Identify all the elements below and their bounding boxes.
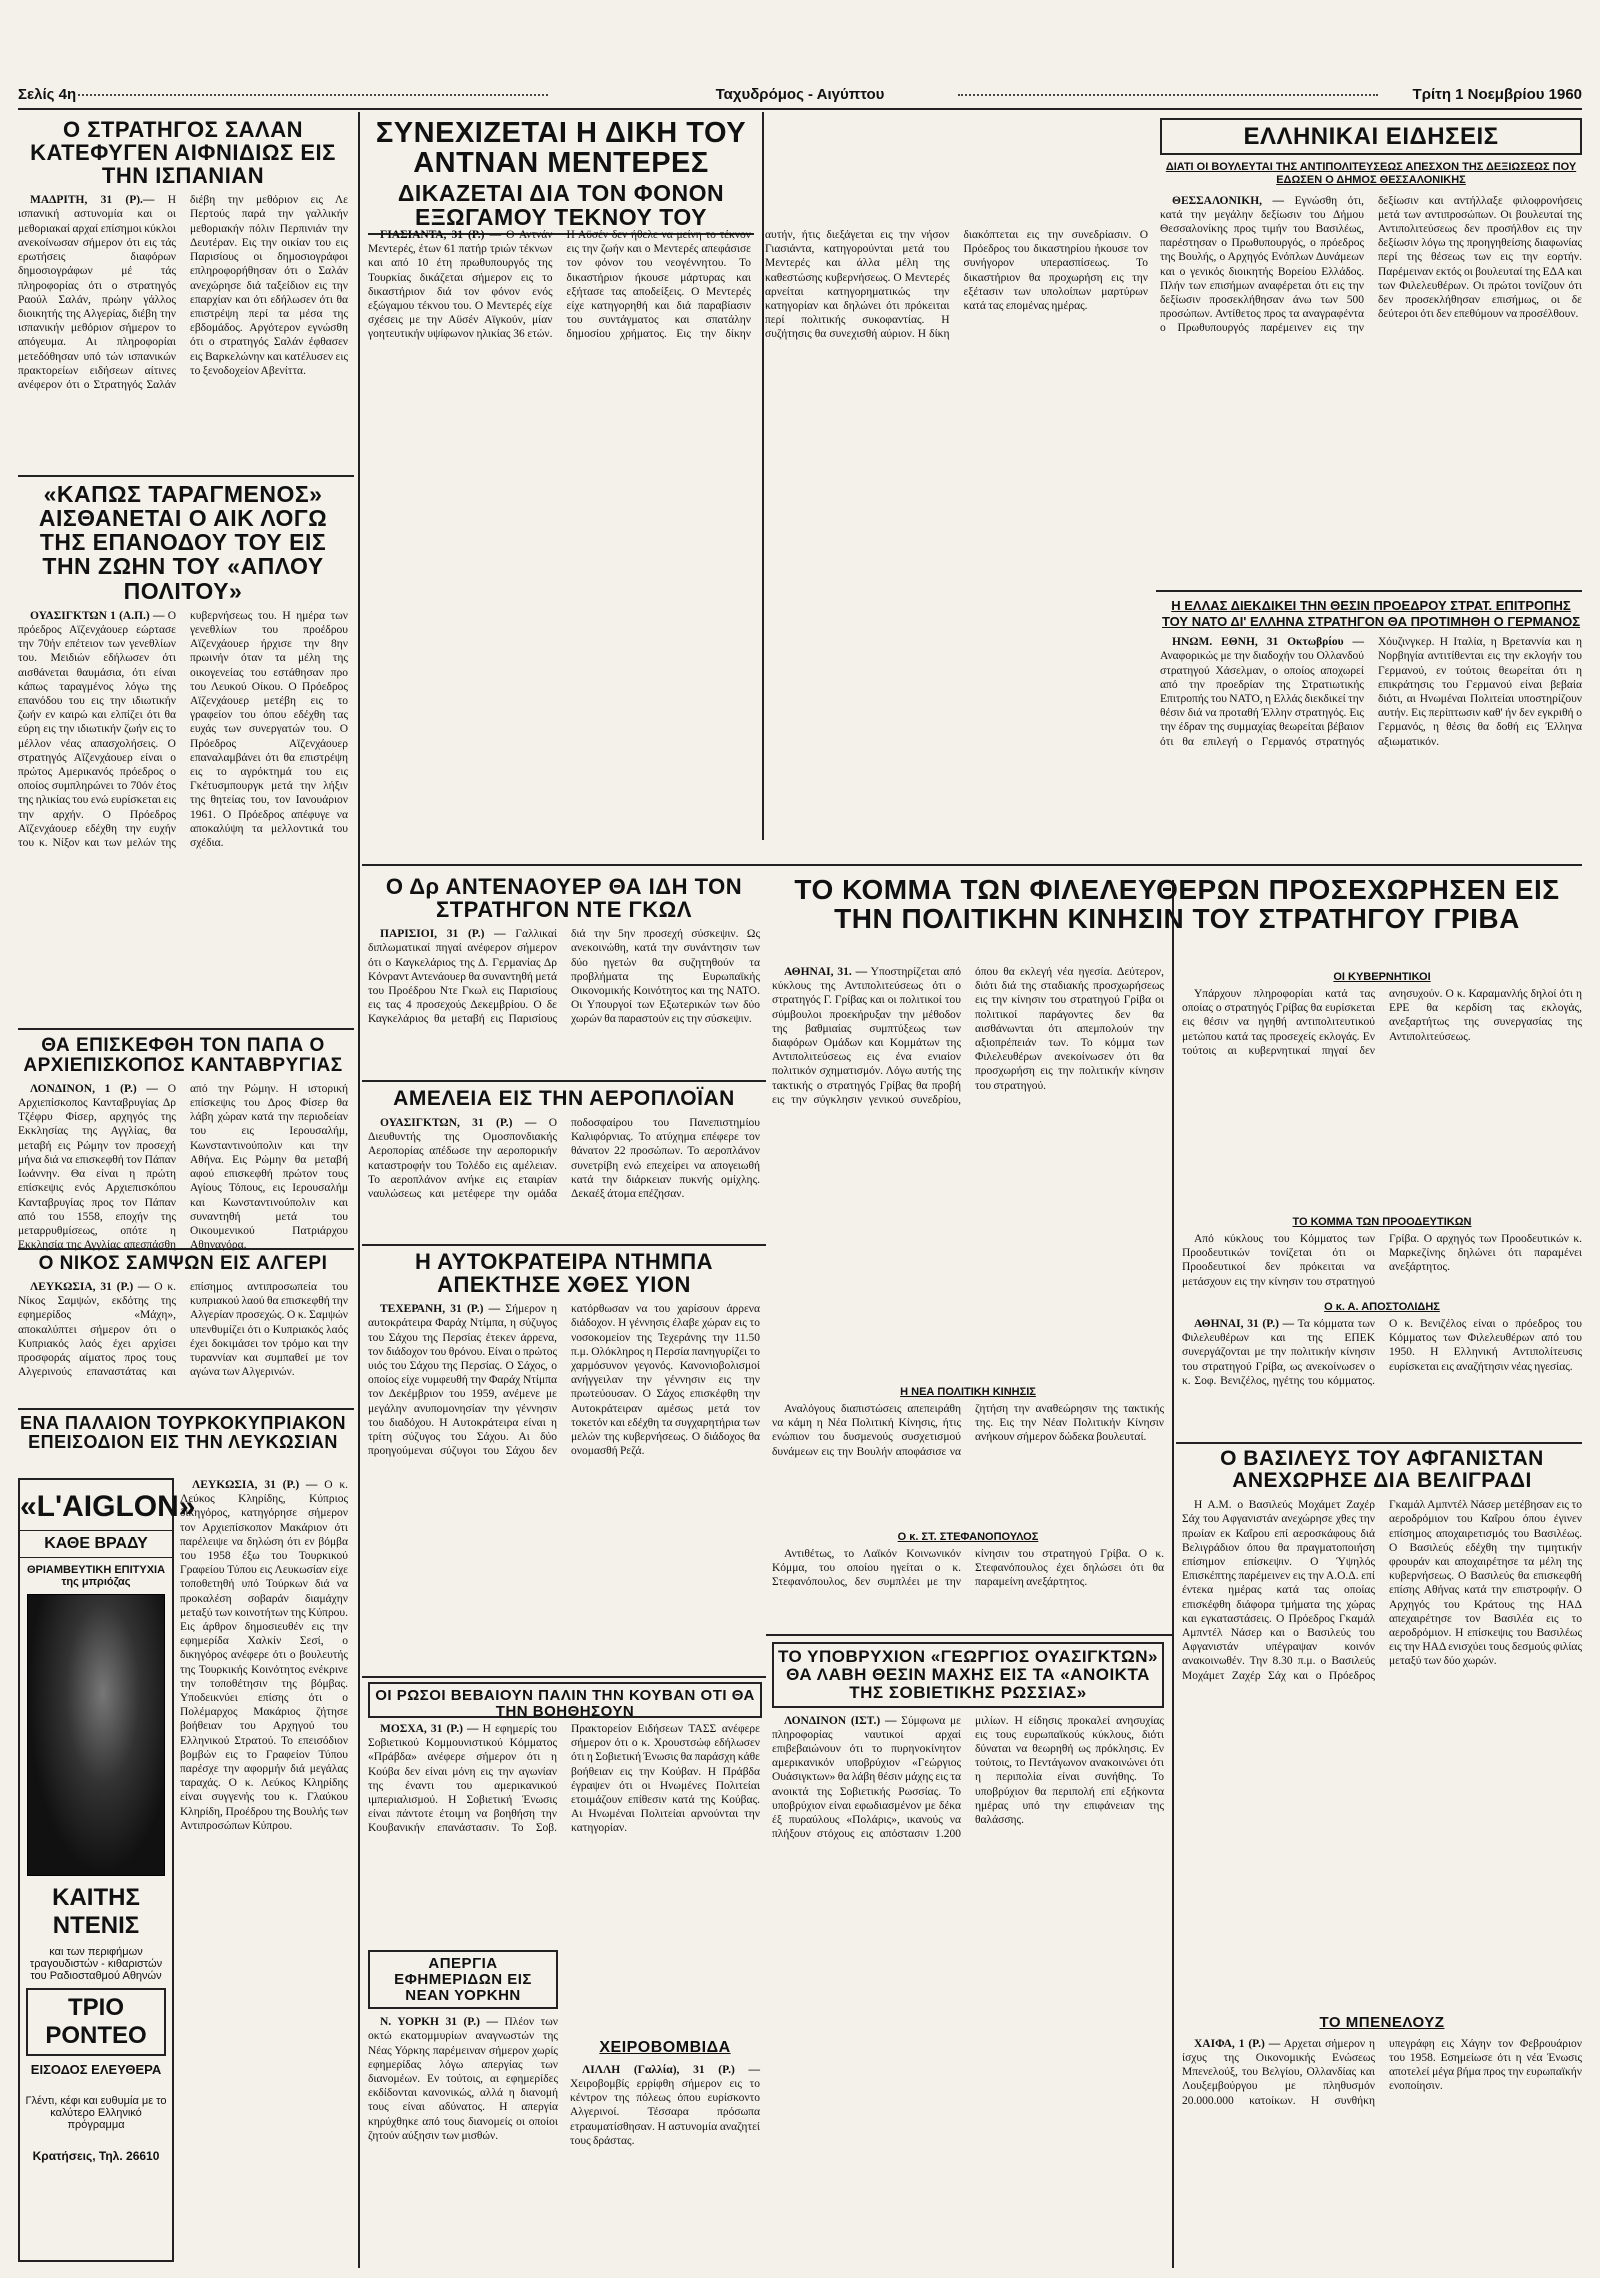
article-body	[368, 228, 1148, 840]
headline: ΘΑ ΕΠΙΣΚΕΦΘΗ ΤΟΝ ΠΑΠΑ Ο ΑΡΧΙΕΠΙΣΚΟΠΟΣ ΚΑΝΤΑΒΡΥΓΙΑΣ	[23, 1035, 343, 1076]
article-body	[368, 1722, 760, 1836]
headline: ΟΙ ΡΩΣΟΙ ΒΕΒΑΙΟΥΝ ΠΑΛΙΝ ΤΗΝ ΚΟΥΒΑΝ ΟΤΙ ΘΑ ΤΗΝ ΒΟΗΘΗΣΟΥΝ	[375, 1687, 755, 1720]
article-salan	[18, 118, 348, 470]
subheadline: ΔΙΚΑΖΕΤΑΙ ΔΙΑ ΤΟΝ ΦΟΝΟΝ ΕΞΩΓΑΜΟΥ ΤΕΚΝΟΥ ΤΟΥ	[368, 181, 754, 235]
article-body	[1160, 635, 1582, 749]
dateline: ΓΙΑΣΙΑΝΤΑ, 31 (Ρ.) —	[380, 229, 502, 241]
dateline: ΜΑΔΡΙΤΗ, 31 (Ρ).—	[30, 194, 155, 207]
article-text: Υπάρχουν πληροφορίαι κατά τας οποίας ο στρατηγός Γρίβας θα ευρίσκεται εις θέσιν να ηγηθή αντιπολιτευτικού μετώπου κατά τας προσεχείς εκλογάς. Εν τούτοις αι κυβερνητικαί πηγαί δεν ανησυχούν. Ο κ. Καραμανλής δηλοί ότι η ΕΡΕ θα κερδίση τας εκλογάς, ανεξαρτήτως της συνεργασίας της Αντιπολιτεύσεως.	[1182, 988, 1582, 1057]
article-body	[18, 1082, 348, 1252]
article-text: Ο Αρχιεπίσκοπος Κανταβρυγίας Δρ Τζέφρυ Φίσερ, αρχηγός της Εκκλησίας της Αγγλίας, θα μεταβή εις Ρώμην τον προσεχή μήνα διά να επισκεφθή τον Πάπαν Ιωάννην. Θα είναι η πρώτη επίσκεψις ενός Αρχιεπισκόπου Κανταβρυγίας προς τον Πάπαν από του 1558, εποχήν της μεταρρυθμίσεως, οπότε η Εκκλησία της Αγγλίας απεσπάσθη από την Ρώμην. Η ιστορική επίσκεψις του Δρος Φίσερ θα λάβη χώραν κατά την περιοδείαν του εις Ιερουσαλήμ, Κωνσταντινούπολιν και την Αθήνα. Εις Ρώμην θα μεταβή αφού επισκεφθή πρώτον τους Αγίους Τόπους, εις Ιερουσαλήμ και Κωνσταντινούπολιν και συναντηθή μετά του Οικουμενικού Πατριάρχου Αθηναγόρα.	[18, 1082, 348, 1252]
article-text: Αναφορικώς με την διαδοχήν του Ολλανδού στρατηγού Χάσελμαν, ο οποίος αποχωρεί από την προεδρίαν της Στρατιωτικής Επιτροπής του ΝΑΤΟ, η Ελλάς διεκδικεί την θέσιν διά να προταθή Έλλην στρατηγός. Εις την έδραν της συμμαχίας θεωρείται βέβαιον ότι θα επιλεγή ο Γερμανός στρατηγός Χόυζινγκερ. Η Ιταλία, η Βρεταννία και η Νορβηγία αντιτίθενται εις την εκλογήν του Γερμανού, εν τούτοις θεωρείται ότι η επικράτησις του Γερμανού είναι βεβαία διότι, αι Ηνωμέναι Πολιτείαι υποστηρίζουν αυτήν. Εις περίπτωσιν καθ' ήν δεν εγκριθή ο Γερμανός, η θέσις θα δοθή εις Έλληνα αξιωματικόν.	[1160, 636, 1582, 748]
article-text: Ο Αντνάν Μεντερές, έτων 61 πατήρ τριών τέκνων και από 10 έτη πρωθυπουργός της Τουρκίας δικάζεται σήμερον εις το δικαστήριον διά τον φόνον ενός εξώγαμου τέκνου του. Ο Μεντερές είχε σχέσεις με την Αϋσέν Αϊγκούν, μίαν γοητευτικήν υψίφωνον ηλικίας 36 ετών. Η Αϋσέν δεν ήθελε να μείνη το τέκνον εις την ζωήν και ο Μεντερές απεφάσισε τον φόνον του νεογέννητου. Το δικαστήριον ήκουσε μάρτυρας και εξήτασε τας αποδείξεις. Ο Μεντερές είχε κατηγορηθή και διά παραβίασιν του συντάγματος και σπατάλην δημοσίου χρήματος. Εις την δίκην αυτήν, ήτις διεξάγεται εις την νήσον Γιασιάντα, κατηγορούνται μετά του Μεντερές και άλλα μέλη της καθεστώσης κυβερνήσεως. Ο Μεντερές αρνείται κατηγορηματικώς την κατηγορίαν και δηλώνει ότι πρόκειται περί πολιτικής συκοφαντίας. Η συζήτησις θα συνεχισθή αύριον. Η δίκη διακόπτεται εις την συνεδρίασιν. Ο Πρόεδρος του δικαστηρίου ήκουσε τον συνήγορον υπερασπίσεως. Το δικαστήριον θα προχωρήση εις την εξέτασιν των υπολοίπων μαρτύρων κατά τας επομένας ημέρας.	[368, 229, 1148, 341]
article-body	[1182, 1232, 1582, 1289]
article-body	[18, 1280, 348, 1379]
article-empress	[368, 1250, 760, 1670]
entry-text: ΕΙΣΟΔΟΣ ΕΛΕΥΘΕΡΑ	[30, 2062, 162, 2077]
article-text: Ο κ. Λεύκος Κληρίδης, Κύπριος δικηγόρος, κατηγόρησε σήμερον τον Αρχιεπίσκοπον Μακάριον ότι παρέλειψε να δηλώση ότι εν βόμβα του 1958 έξω του Τουρκικού Γραφείου Τύπου εις Λευκωσίαν είχε τοποθετηθή υπό Τούρκων διά να προκαλέση σοβαράν διαμάχην μεταξύ των κοινοτήτων της Κύπρου. Εις άρθρον δημοσιευθέν εις την εφημερίδα Χαλκίν Σεσί, ο δικηγόρος ανέφερε ότι ο βουλευτής της Τουρκικής Κοινότητος ενέκρινε την τοποθέτησιν της βόμβας. Υποδεικνύει επίσης ότι ο Πολέμαρχος Μακάριος ζήτησε βοήθειαν του Αρχηγού του Ελληνικού Στρατού. Το επεισόδιον βομβών εις το Γραφείον Τύπου παρέσχε την αφορμήν διά μεγάλας ταραχάς. Ο κ. Λεύκος Κληρίδης είναι συγγενής του κ. Γλαύκου Κληρίδη, Προέδρου της Βουλής των Αντιπροσώπων Κύπρου.	[180, 1479, 348, 1832]
article-govt	[1182, 965, 1582, 1205]
headline: Ο ΒΑΣΙΛΕΥΣ ΤΟΥ ΑΦΓΑΝΙΣΤΑΝ ΑΝΕΧΩΡΗΣΕ ΔΙΑ ΒΕΛΙΓΡΑΔΙ	[1220, 1447, 1544, 1493]
ad-description-2: και των περιφήμων τραγουδιστών - κιθαριστών του Ραδιοσταθμού Αθηνών	[29, 1946, 163, 1982]
article-stefanopoulos	[772, 1525, 1164, 1625]
article-body	[772, 1547, 1164, 1590]
section-title: ΟΙ ΚΥΒΕΡΝΗΤΙΚΟΙ	[1333, 971, 1431, 983]
headline: ΤΟ ΜΠΕΝΕΛΟΥΖ	[1319, 2014, 1445, 2031]
headline: ΕΝΑ ΠΑΛΑΙΟΝ ΤΟΥΡΚΟΚΥΠΡΙΑΚΟΝ ΕΠΕΙΣΟΔΙΟΝ ΕΙΣ ΤΗΝ ΛΕΥΚΩΣΙΑΝ	[19, 1413, 347, 1452]
ad-tagline: Γλέντι, κέφι και ευθυμία με το καλύτερο Ελληνικό πρόγραμμα	[25, 2095, 167, 2131]
ad-laiglon	[18, 1478, 196, 2262]
article-body	[772, 965, 1164, 1107]
section-title: Ο κ. Α. ΑΠΟΣΤΟΛΙΔΗΣ	[1324, 1301, 1440, 1313]
trio-name: ΤΡΙΟ ΡΟΝΤΕΟ	[26, 1988, 166, 2056]
headline: Η ΑΥΤΟΚΡΑΤΕΙΡΑ ΝΤΗΜΠΑ ΑΠΕΚΤΗΣΕ ΧΘΕΣ ΥΙΟΝ	[415, 1249, 713, 1298]
article-canterbury	[18, 1035, 348, 1252]
article-rule	[18, 1248, 354, 1250]
headline: ΕΛΛΗΝΙΚΑΙ ΕΙΔΗΣΕΙΣ	[1160, 118, 1582, 155]
article-text: Από κύκλους του Κόμματος των Προοδευτικών τονίζεται ότι οι Προοδευτικοί δεν πρόκειται να μετάσχουν εις την κίνησιν του στρατηγού Γρίβα. Ο αρχηγός των Προοδευτικών κ. Μαρκεζίνης δηλώνει ότι παραμένει ανεξάρτητος.	[1182, 1233, 1582, 1288]
dateline: ΛΟΝΔΙΝΟΝ, 1 (Ρ.) —	[30, 1082, 158, 1095]
article-text: Πλέον των οκτώ εκατομμυρίων αναγνωστών της Νέας Υόρκης παρέμειναν σήμερον χωρίς εφημερίδας λόγω απεργίας των διανομέων. Εν τούτοις, αι εφημερίδες εκδίδονται κανονικώς, αλλά η διανομή τους είναι αδύνατος. Η απεργία κηρύχθηκε από τους διανομείς οι οποίοι ζητούν αύξησιν των μισθών.	[368, 2016, 558, 2142]
article-submarine	[772, 1642, 1164, 2254]
article-rule	[1176, 1442, 1582, 1444]
article-text: Ο Διευθυντής της Ομοσπονδιακής Αεροπορίας απέδωσε την αεροπορικήν καταστροφήν του Τολέδο εις αμέλειαν. Το αεροπλάνον ανήκε εις εταιρίαν ναυλώσεως και μετέφερε την ομάδα ποδοσφαίρου του Πανεπιστημίου Καλιφόρνιας. Το ατύχημα επέφερε τον θάνατον 22 προσώπων. Το αεροπλάνον συνετρίβη ενώ επεχείρει να απογειωθή κατά την διάρκειαν πυκνής ομίχλης. Δεκαέξ άτομα επέζησαν.	[368, 1117, 760, 1201]
article-progressives	[1182, 1210, 1582, 1290]
article-body	[772, 1714, 1164, 1842]
ad-subtitle: ΚΑΘΕ ΒΡΑΔΥ	[20, 1530, 172, 1558]
headline: «ΚΑΠΩΣ ΤΑΡΑΓΜΕΝΟΣ» ΑΙΣΘΑΝΕΤΑΙ Ο ΑΙΚ ΛΟΓΩ ΤΗΣ ΕΠΑΝΟΔΟΥ ΤΟΥ ΕΙΣ ΤΗΝ ΖΩΗΝ ΤΟΥ «ΑΠΛΟΥ ΠΟΛΙΤΟΥ»	[38, 481, 328, 604]
headline: ΣΥΝΕΧΙΖΕΤΑΙ Η ΔΙΚΗ ΤΟΥ ΑΝΤΝΑΝ ΜΕΝΤΕΡΕΣ	[375, 117, 747, 180]
dateline: ΠΑΡΙΣΙΟΙ, 31 (Ρ.) —	[380, 928, 506, 941]
section-title: Η ΝΕΑ ΠΟΛΙΤΙΚΗ ΚΙΝΗΣΙΣ	[900, 1386, 1036, 1398]
paper-name: Ταχυδρόμος - Αιγύπτου	[715, 86, 885, 103]
ad-description: ΘΡΙΑΜΒΕΥΤΙΚΗ ΕΠΙΤΥΧΙΑ της μπριόζας	[26, 1564, 166, 1588]
article-turkish-headline	[18, 1414, 348, 1472]
dateline: ΘΕΣΣΑΛΟΝΙΚΗ, —	[1172, 194, 1285, 207]
article-rule	[362, 1676, 766, 1678]
article-body	[570, 2063, 760, 2148]
article-afghan	[1182, 1448, 1582, 2008]
article-adenauer	[368, 875, 760, 1075]
page-number: Σελίς 4η	[18, 86, 77, 103]
article-nato	[1160, 598, 1582, 858]
article-menderes-body	[368, 228, 1148, 840]
section-title: Ο κ. ΣΤ. ΣΤΕΦΑΝΟΠΟΥΛΟΣ	[897, 1531, 1039, 1543]
cuba-headline-box	[368, 1682, 762, 1718]
headline: Η ΕΛΛΑΣ ΔΙΕΚΔΙΚΕΙ ΤΗΝ ΘΕΣΙΝ ΠΡΟΕΔΡΟΥ ΣΤΡΑΤ. ΕΠΙΤΡΟΠΗΣ ΤΟΥ ΝΑΤΟ ΔΙ' ΕΛΛΗΝΑ ΣΤΡΑΤΗΓΟΝ ΘΑ ΠΡΟΤΙΜΗΘΗ Ο ΓΕΡΜΑΝΟΣ	[1161, 598, 1581, 629]
article-text: Τα κόμματα των Φιλελευθέρων και της ΕΠΕΚ συνεργάζονται με την πολιτικήν κίνησιν του στρατηγού Γρίβα, ως ανεκοίνωσεν ο κ. Σοφ. Βενιζέλος, ηγέτης του κόμματος. Ο κ. Βενιζέλος είναι ο πρόεδρος του Κόμματος των Φιλελευθέρων από του 1950. Η Ελληνική Αντιπολίτευσις ευρίσκεται εις αναζήτησιν νέας ηγεσίας.	[1182, 1318, 1582, 1387]
headline: Ο ΣΤΡΑΤΗΓΟΣ ΣΑΛΑΝ ΚΑΤΕΦΥΓΕΝ ΑΙΦΝΙΔΙΩΣ ΕΙΣ ΤΗΝ ΙΣΠΑΝΙΑΝ	[30, 117, 336, 189]
article-nystrike	[368, 1950, 558, 2250]
article-benelux	[1182, 2015, 1582, 2255]
ad-phone: Κρατήσεις, Τηλ. 26610	[32, 2149, 160, 2163]
article-amelia	[368, 1088, 760, 1238]
column-rule	[1172, 880, 1174, 2268]
headline: ΧΕΙΡΟΒΟΜΒΙΔΑ	[599, 2039, 731, 2056]
dateline: ΛΕΥΚΩΣΙΑ, 31 (Ρ.) —	[30, 1280, 150, 1293]
article-text: Ο κ. Νίκος Σαμψών, εκδότης της εφημερίδος «Μάχη», αποκαλύπτει σήμερον ότι ο Κυπριακός λαός έχει αρχίσει προσφοράς αίματος προς τους Αλγερινούς επαναστάτας και επίσημος αντιπροσωπεία του κυπριακού λαού θα επισκεφθή την Αλγερίαν προσεχώς. Ο κ. Σαμψών υπενθυμίζει ότι ο Κυπριακός λαός έχει δοκιμάσει τον τρόμο και την τυραννίαν και συμπαθεί με τον αγώνα των Αλγερινών.	[18, 1280, 348, 1379]
article-rule	[18, 1028, 354, 1030]
article-text: Η εφημερίς του Σοβιετικού Κομμουνιστικού Κόμματος «Πράβδα» ανέφερε σήμερον ότι η Κούβα δεν είναι μόνη εις την αγωνίαν της έναντι του αμερικανικού ιμπεριαλισμού. Η Σοβιετική Ένωσις είναι πάντοτε έτοιμη να βοηθήση την Κουβανικήν επανάστασιν. Το Σοβ. Πρακτορείον Ειδήσεων ΤΑΣΣ ανέφερε σήμερον ότι ο κ. Χρουστσώφ εδήλωσεν ότι η Σοβιετική Ένωσις θα παράσχη κάθε βοήθειαν εις την Κούβαν. Η Πράβδα έγραψεν ότι οι Ηνωμένες Πολιτείαι ετοιμάζουν επίθεσιν κατά της Κούβας. Αι Ηνωμέναι Πολιτείαι αρνούνται την κατηγορίαν.	[368, 1723, 760, 1835]
dotted-rule	[958, 94, 1378, 96]
article-text: Ο πρόεδρος Αϊζενχάουερ εώρτασε την 70ήν επέτειον των γενεθλίων του. Μειδιών εδήλωσεν ότι αισθάνεται θαυμάσια, ότι είναι κάπως ταραγμένος λόγω της επανόδου του εις την ιδιωτικήν ζωήν εν καιρώ και ελπίζει ότι θα εύρη εις την ιδιωτικήν ζωήν εις το μέλλον νέας απασχολήσεις. Ο στρατηγός Αϊζενχάουερ είναι ο πρώτος Αμερικανός πρόεδρος ο οποίος συμπληρώνει το 70όν έτος της ηλικίας του ενώ ευρίσκεται εις την αρχήν. Ο Πρόεδρος Αϊζενχάουερ εδέχθη την ευχήν του κ. Νίξον και των μελών της κυβερνήσεως του. Η ημέρα των γενεθλίων του προέδρου Αϊζενχάουερ ήρχισε την 8ην πρωινήν όταν τα μέλη της οικογενείας του εστάθησαν προ του Λευκού Οίκου. Ο Πρόεδρος Αϊζενχάουερ μετέβη εις το γραφείον του όπου εδέχθη τας ευχάς των συνεργατών του. Ο Πρόεδρος Αϊζενχάουερ επαναλαμβάνει ότι θα επιστρέψη εις το αγρόκτημά του εις Γκέτυσμπουργκ μετά την λήξιν της θητείας του, τον Ιανουάριον 1961. Ο Πρόεδρος απέφυγε να αποκαλύψη τα μελλοντικά του σχέδια.	[18, 609, 348, 849]
dateline: ΑΘΗΝΑΙ, 31 (Ρ.) —	[1194, 1318, 1295, 1330]
article-body	[1182, 1498, 1582, 1683]
article-apostolidis	[1182, 1295, 1582, 1435]
article-body	[1182, 2037, 1582, 2108]
article-body	[18, 193, 348, 392]
article-body	[772, 1402, 1164, 1459]
article-text: Η ισπανική αστυνομία και οι μεθοριακαί αρχαί επίσημοι κύκλοι ανεκοίνωσαν σήμερον ότι εις τάς ερωτήσεις διαφόρων δημοσιογράφων μέ τάς πληροφορίας ότι ο στρατηγός Ραούλ Σαλάν, πρώην γάλλος διοικητής της Αλγερίας, διέβη την ισπανικήν μεθόριον σήμερον το απόγευμα. Αι πληροφορίαι μετεδόθησαν υπό τών ισπανικών πρακτορείων ειδήσεων αίτινες ανέφερον ότι ο Στρατηγός Σαλάν διέβη την μεθόριον εις Λε Περτούς παρά την γαλλικήν μεθοριακήν πόλιν Περπινιάν την Δευτέραν. Εις την οικίαν του εις Παρισίους οι δημοσιογράφοι επληροφορήθησαν ότι ο Σαλάν ανεχώρησε διά ταξείδιον εις την επαρχίαν και ότι εδήλωσεν ότι θα επιστρέψη περί τα μέσα της εβδομάδος. Αργότερον εγνώσθη ότι ο στρατηγός Σαλάν έφθασεν εις Βαρκελώνην και κατέλυσεν εις το ξενοδοχείον Αβενίττα.	[18, 194, 348, 391]
article-text: Χειροβομβίς ερρίφθη σήμερον εις το κέντρον της πόλεως όπου ευρίσκοντο Αλγερινοί. Τέσσαρα πρόσωπα ετραυματίσθησαν. Η αστυνομία αναζητεί τους δράστας.	[570, 2078, 760, 2147]
article-rule	[18, 475, 354, 477]
dateline: ΧΑΙΦΑ, 1 (Ρ.) —	[1194, 2037, 1281, 2050]
article-text: Αντιθέτως, το Λαϊκόν Κοινωνικόν Κόμμα, του οποίου ηγείται ο κ. Στεφανόπουλος, δεν συμπλέει με την κίνησιν του στρατηγού Γρίβα. Ο κ. Στεφανόπουλος έχει δηλώσει ότι θα παραμείνη ανεξάρτητος.	[772, 1548, 1164, 1589]
dateline: Ν. ΥΟΡΚΗ 31 (Ρ.) —	[380, 2016, 498, 2029]
dateline: ΛΕΥΚΩΣΙΑ, 31 (Ρ.) —	[192, 1479, 318, 1491]
issue-date: Τρίτη 1 Νοεμβρίου 1960	[1412, 86, 1582, 103]
dateline: ΟΥΑΣΙΓΚΤΩΝ, 31 (Ρ.) —	[380, 1117, 537, 1130]
article-body	[368, 927, 760, 1026]
article-liberals	[772, 965, 1164, 1375]
article-body	[368, 1302, 760, 1458]
article-newmovement	[772, 1380, 1164, 1520]
article-sampson	[18, 1254, 348, 1402]
dateline: ΜΟΣΧΑ, 31 (Ρ.) —	[380, 1723, 479, 1735]
article-text: Αρχεται σήμερον η ίσχυς της Οικονομικής Ενώσεως Μπενελούξ, του Βελγίου, Ολλανδίας και Λουξεμβούργου με πληθυσμόν 20.000.000 κατοίκων. Η συνθήκη υπεγράφη εις Χάγην τον Φεβρουάριον του 1958. Εσημείωσε ότι η νέα Ένωσις αποτελεί μέγα βήμα προς την ευρωπαϊκήν ενοποίησιν.	[1182, 2037, 1582, 2107]
singer-photo	[27, 1594, 165, 1876]
article-body	[1160, 194, 1582, 336]
article-rule	[362, 1080, 766, 1082]
dateline: ΛΙΛΛΗ (Γαλλία), 31 (Ρ.) —	[582, 2063, 760, 2076]
liberals-headline	[772, 875, 1582, 957]
article-handgrenade	[570, 2040, 760, 2240]
article-body	[368, 1116, 760, 1201]
headline: ΑΜΕΛΕΙΑ ΕΙΣ ΤΗΝ ΑΕΡΟΠΛΟΪΑΝ	[393, 1087, 735, 1110]
masthead	[18, 82, 1582, 110]
article-text: Η Α.Μ. ο Βασιλεύς Μοχάμετ Ζαχέρ Σάχ του Αφγανιστάν ανεχώρησε χθες την πρωίαν εκ Καΐρου επί αεροσκάφους διά Βελιγράδιον όπου θα πραγματοποιήση επίσημον επίσκεψιν. Ο Ύψηλός Επισκέπτης παρέμεινεν εις την Α.Ο.Δ. επί έντεκα ημέρας κατά τας οποίας επισκέφθη διάφορα τμήματα της χώρας και εγκαταστάσεις. Ο Πρόεδρος Γκαμάλ Αμπντέλ Νάσερ και ο Βασιλεύς του Αφγανιστάν υπέγραψαν κοινόν ανακοινωθέν. Την 8.30 π.μ. ο Βασιλεύς Μοχάμετ Ζαχέρ Σάχ και ο Πρόεδρος Γκαμάλ Αμπντέλ Νάσερ μετέβησαν εις το αεροδρόμιον του Καΐρου όπου έγινεν επίσημος αποχαιρετισμός του Βασιλέως. Ο Βασιλεύς εδέχθη την τιμητικήν φρουράν και αποχαιρέτησε τα μέλη της κυβερνήσεως. Ο Βασιλεύς θα επισκεφθή επίσης Αθήνας κατά την επιστροφήν. Ο Αρχηγός του Κράτους της ΗΑΔ απεχαιρέτησε τον Βασιλέα εις το αεροδρόμιον. Η επίσκεψις του Βασιλέως εις την ΗΑΔ ενισχύει τους δεσμούς φιλίας μεταξύ των δύο χωρών.	[1182, 1499, 1582, 1682]
article-body	[180, 1478, 348, 1833]
headline: ΤΟ ΚΟΜΜΑ ΤΩΝ ΦΙΛΕΛΕΥΘΕΡΩΝ ΠΡΟΣΕΧΩΡΗΣΕΝ ΕΙΣ ΤΗΝ ΠΟΛΙΤΙΚΗΝ ΚΙΝΗΣΙΝ ΤΟΥ ΣΤΡΑΤΗΓΟΥ ΓΡΙΒΑ	[794, 874, 1560, 935]
article-body	[368, 2015, 558, 2143]
article-eisenhower	[18, 482, 348, 1022]
article-text: Γαλλικαί διπλωματικαί πηγαί ανέφερον σήμερον ότι ο Καγκελάριος της Δ. Γερμανίας Δρ Κόνραντ Αντενάουερ θα συναντηθή μετά του Προέδρου Ντε Γκωλ εις Παρισίους εις τας 4 προσεχούς Δεκεμβρίου. Ο δε Καγκελάριος θα μεταβή εις Παρισίους διά την 5ην προσεχή σύσκεψιν. Ως ανεκοινώθη, κατά την συνάντησιν των δύο ηγετών θα συζητηθούν τα προβλήματα της Ευρωπαϊκής Οικονομικής Κοινότητος και της ΝΑΤΟ. Οι Υπουργοί των Εξωτερικών των δύο χωρών θα παραστούν εις την σύσκεψιν.	[368, 928, 760, 1026]
column-rule	[358, 112, 360, 2268]
headline: Ο ΝΙΚΟΣ ΣΑΜΨΩΝ ΕΙΣ ΑΛΓΕΡΙ	[38, 1253, 328, 1274]
dateline: ΟΥΑΣΙΓΚΤΩΝ 1 (Α.Π.) —	[30, 609, 165, 622]
article-text: Εγνώσθη ότι, κατά την μεγάλην δεξίωσιν του Δήμου Θεσσαλονίκης προς τιμήν του Βασιλέως, παρέστησαν ο Πρωθυπουργός, ο πρόεδρος της Βουλής, ο Αρχηγός Ενόπλων Δυνάμεων και ο γενικός διοικητής Βορείου Ελλάδος. Πλήν των επισήμων αναφέρεται ότι εις την δεξίωσιν προσεκλήθησαν άνω των 500 προσώπων. Αντίθετος προς τα αναγραφέντα ο Πρωθυπουργός παρέμεινεν εις την δεξίωσιν και αντήλλαξε φιλοφρονήσεις μετά των αντιπροσώπων. Οι βουλευταί της Αντιπολιτεύσεως δεν προσήλθον εις την δεξίωσιν λόγω της προηγηθείσης διαφωνίας περί της θέσεως των εις την εορτήν. Παρέμειναν εκτός οι βουλευταί της ΕΔΑ και των Φιλελευθέρων. Οι πρώτοι τονίζουν ότι δεν προσεκλήθησαν επισήμως, οι δε δεύτεροι ότι δεν επεθύμουν να προσέλθουν.	[1160, 194, 1582, 335]
article-body	[18, 609, 348, 850]
headline: ΤΟ ΥΠΟΒΡΥΧΙΟΝ «ΓΕΩΡΓΙΟΣ ΟΥΑΣΙΓΚΤΩΝ» ΘΑ ΛΑΒΗ ΘΕΣΙΝ ΜΑΧΗΣ ΕΙΣ ΤΑ «ΑΝΟΙΚΤΑ ΤΗΣ ΣΟΒΙΕΤΙΚΗΣ ΡΩΣΣΙΑΣ»	[772, 1642, 1164, 1708]
article-text: Σήμερον η αυτοκράτειρα Φαράχ Ντίμπα, η σύζυγος του Σάχου της Περσίας έτεκεν άρρενα, τον διάδοχον του θρόνου. Είναι ο πρώτος υιός του Σάχου της Περσίας. Ο Σάχος, ο οποίος είχε νυμφευθή την Φαράχ Ντίμπα τον Δεκέμβριον του 1959, ανέμενε με μεγάλην ανυπομονησίαν την γέννησιν του διαδόχου. Η Αυτοκράτειρα είναι η τρίτη σύζυγος του Σάχου. Αι δύο προηγούμεναι σύζυγοι του Σάχου δεν κατόρθωσαν να του χαρίσουν άρρενα διάδοχον. Η γέννησις έλαβε χώραν εις το νοσοκομείον της Τεχεράνης την 11.50 π.μ. Ολόκληρος η Περσία πανηγυρίζει το χαρμόσυνον γεγονός. Κανονιοβολισμοί ανήγγειλαν την γέννησιν εις την πρωτεύουσαν. Ο Σάχος επισκέφθη την Αυτοκράτειραν αμέσως μετά τον τοκετόν και εδέχθη τα συγχαρητήρια των μελών της κυβερνήσεως. Ο διάδοχος θα ονομασθή Ρεζά.	[368, 1303, 760, 1458]
section-title: ΤΟ ΚΟΜΜΑ ΤΩΝ ΠΡΟΟΔΕΥΤΙΚΩΝ	[1292, 1216, 1472, 1228]
article-turkish	[180, 1478, 348, 2258]
dateline: ΤΕΧΕΡΑΝΗ, 31 (Ρ.) —	[380, 1303, 501, 1316]
article-body	[1182, 987, 1582, 1058]
singer-name: ΚΑΙΤΗΣ ΝΤΕΝΙΣ	[52, 1884, 140, 1939]
headline: Ο Δρ ΑΝΤΕΝΑΟΥΕΡ ΘΑ ΙΔΗ ΤΟΝ ΣΤΡΑΤΗΓΟΝ ΝΤΕ ΓΚΩΛ	[385, 874, 743, 923]
dateline: ΑΘΗΝΑΙ, 31. —	[784, 966, 868, 978]
article-text: Σύμφωνα με πληροφορίας ναυτικοί αρχαί επιβεβαιώνουν ότι το πυρηνοκίνητον αμερικανικόν υποβρύχιον «Γεώργιος Ουάσιγκτων» θα λάβη θέσιν μάχης εις τα ανοικτά της Σοβιετικής Ρωσσίας. Το υποβρύχιον είναι εφωδιασμένον με δέκα έξ πυραύλους «Πολάρις», ικανούς να πλήξουν στόχους εις απόστασιν 1.200 μιλίων. Η είδησις προκαλεί ανησυχίας εις τους ευρωπαϊκούς κύκλους, διότι δύναται να θεωρηθή ως πρόκλησις. Εν τούτοις, το Πεντάγωνον ανακοινώνει ότι η περιπολία είναι συνήθης. Το υποβρύχιον θα περιπολή επί εξήκοντα ημέρας υπό την επιφάνειαν της θαλάσσης.	[772, 1714, 1164, 1841]
article-rule	[362, 1244, 766, 1246]
article-hellenic	[1160, 118, 1582, 578]
headline: ΑΠΕΡΓΙΑ ΕΦΗΜΕΡΙΔΩΝ ΕΙΣ ΝΕΑΝ ΥΟΡΚΗΝ	[368, 1950, 558, 2009]
article-rule	[362, 864, 1582, 866]
ad-title: «L'AIGLON»	[20, 1490, 196, 1523]
article-rule	[766, 1634, 1172, 1636]
article-text: Υποστηρίζεται από κύκλους της Αντιπολιτεύσεως ότι ο στρατηγός Γ. Γρίβας και οι πολιτικοί του σύμβουλοι προεκήρυξαν την μέθοδον της βαθμιαίας συμπτύξεως των διαφόρων Ομάδων και Κομμάτων της Αντιπολιτεύσεως εις ένα ενιαίον πολιτικόν σχηματισμόν. Λόγω αυτής της τακτικής ο στρατηγός Γρίβας θα προβή εις την σύγκλησιν γενικού συνεδρίου, όπου θα εκλεγή νέα ηγεσία. Δεύτερον, διότι διά της σταδιακής προσχωρήσεως εις την κίνησιν του στρατηγού Γρίβα οι πολιτικοί παράγοντες δεν θα αισθάνωνται ότι απεμπολούν την αξιοπρέπειάν των. Το κόμμα των Φιλελευθέρων ανεκοίνωσεν ότι θα προσχωρήση εις την πολιτικήν κίνησιν του στρατηγού.	[772, 966, 1164, 1106]
article-cuba	[368, 1722, 760, 1942]
article-text: Αναλόγους διαπιστώσεις απεπειράθη να κάμη η Νέα Πολιτική Κίνησις, ήτις ενώπιον του δυσμενούς συσχετισμού δυνάμεων εις την Βουλήν αποφάσισε να ζητήση την αναθεώρησιν της τακτικής της. Εις την Νέαν Πολιτικήν Κίνησιν ανήκουν σήμερον δώδεκα βουλευταί.	[772, 1403, 1164, 1458]
article-rule	[18, 1408, 354, 1410]
article-body	[1182, 1317, 1582, 1388]
dateline: ΛΟΝΔΙΝΟΝ (ΙΣΤ.) —	[784, 1714, 897, 1727]
dateline: ΗΝΩΜ. ΕΘΝΗ, 31 Οκτωβρίου —	[1172, 636, 1364, 649]
subheadline: ΔΙΑΤΙ ΟΙ ΒΟΥΛΕΥΤΑΙ ΤΗΣ ΑΝΤΙΠΟΛΙΤΕΥΣΕΩΣ ΑΠΕΣΧΟΝ ΤΗΣ ΔΕΞΙΩΣΕΩΣ ΠΟΥ ΕΔΩΣΕΝ Ο ΔΗΜΟΣ ΘΕΣΣΑΛΟΝΙΚΗΣ	[1165, 161, 1577, 187]
article-rule	[1156, 590, 1582, 592]
